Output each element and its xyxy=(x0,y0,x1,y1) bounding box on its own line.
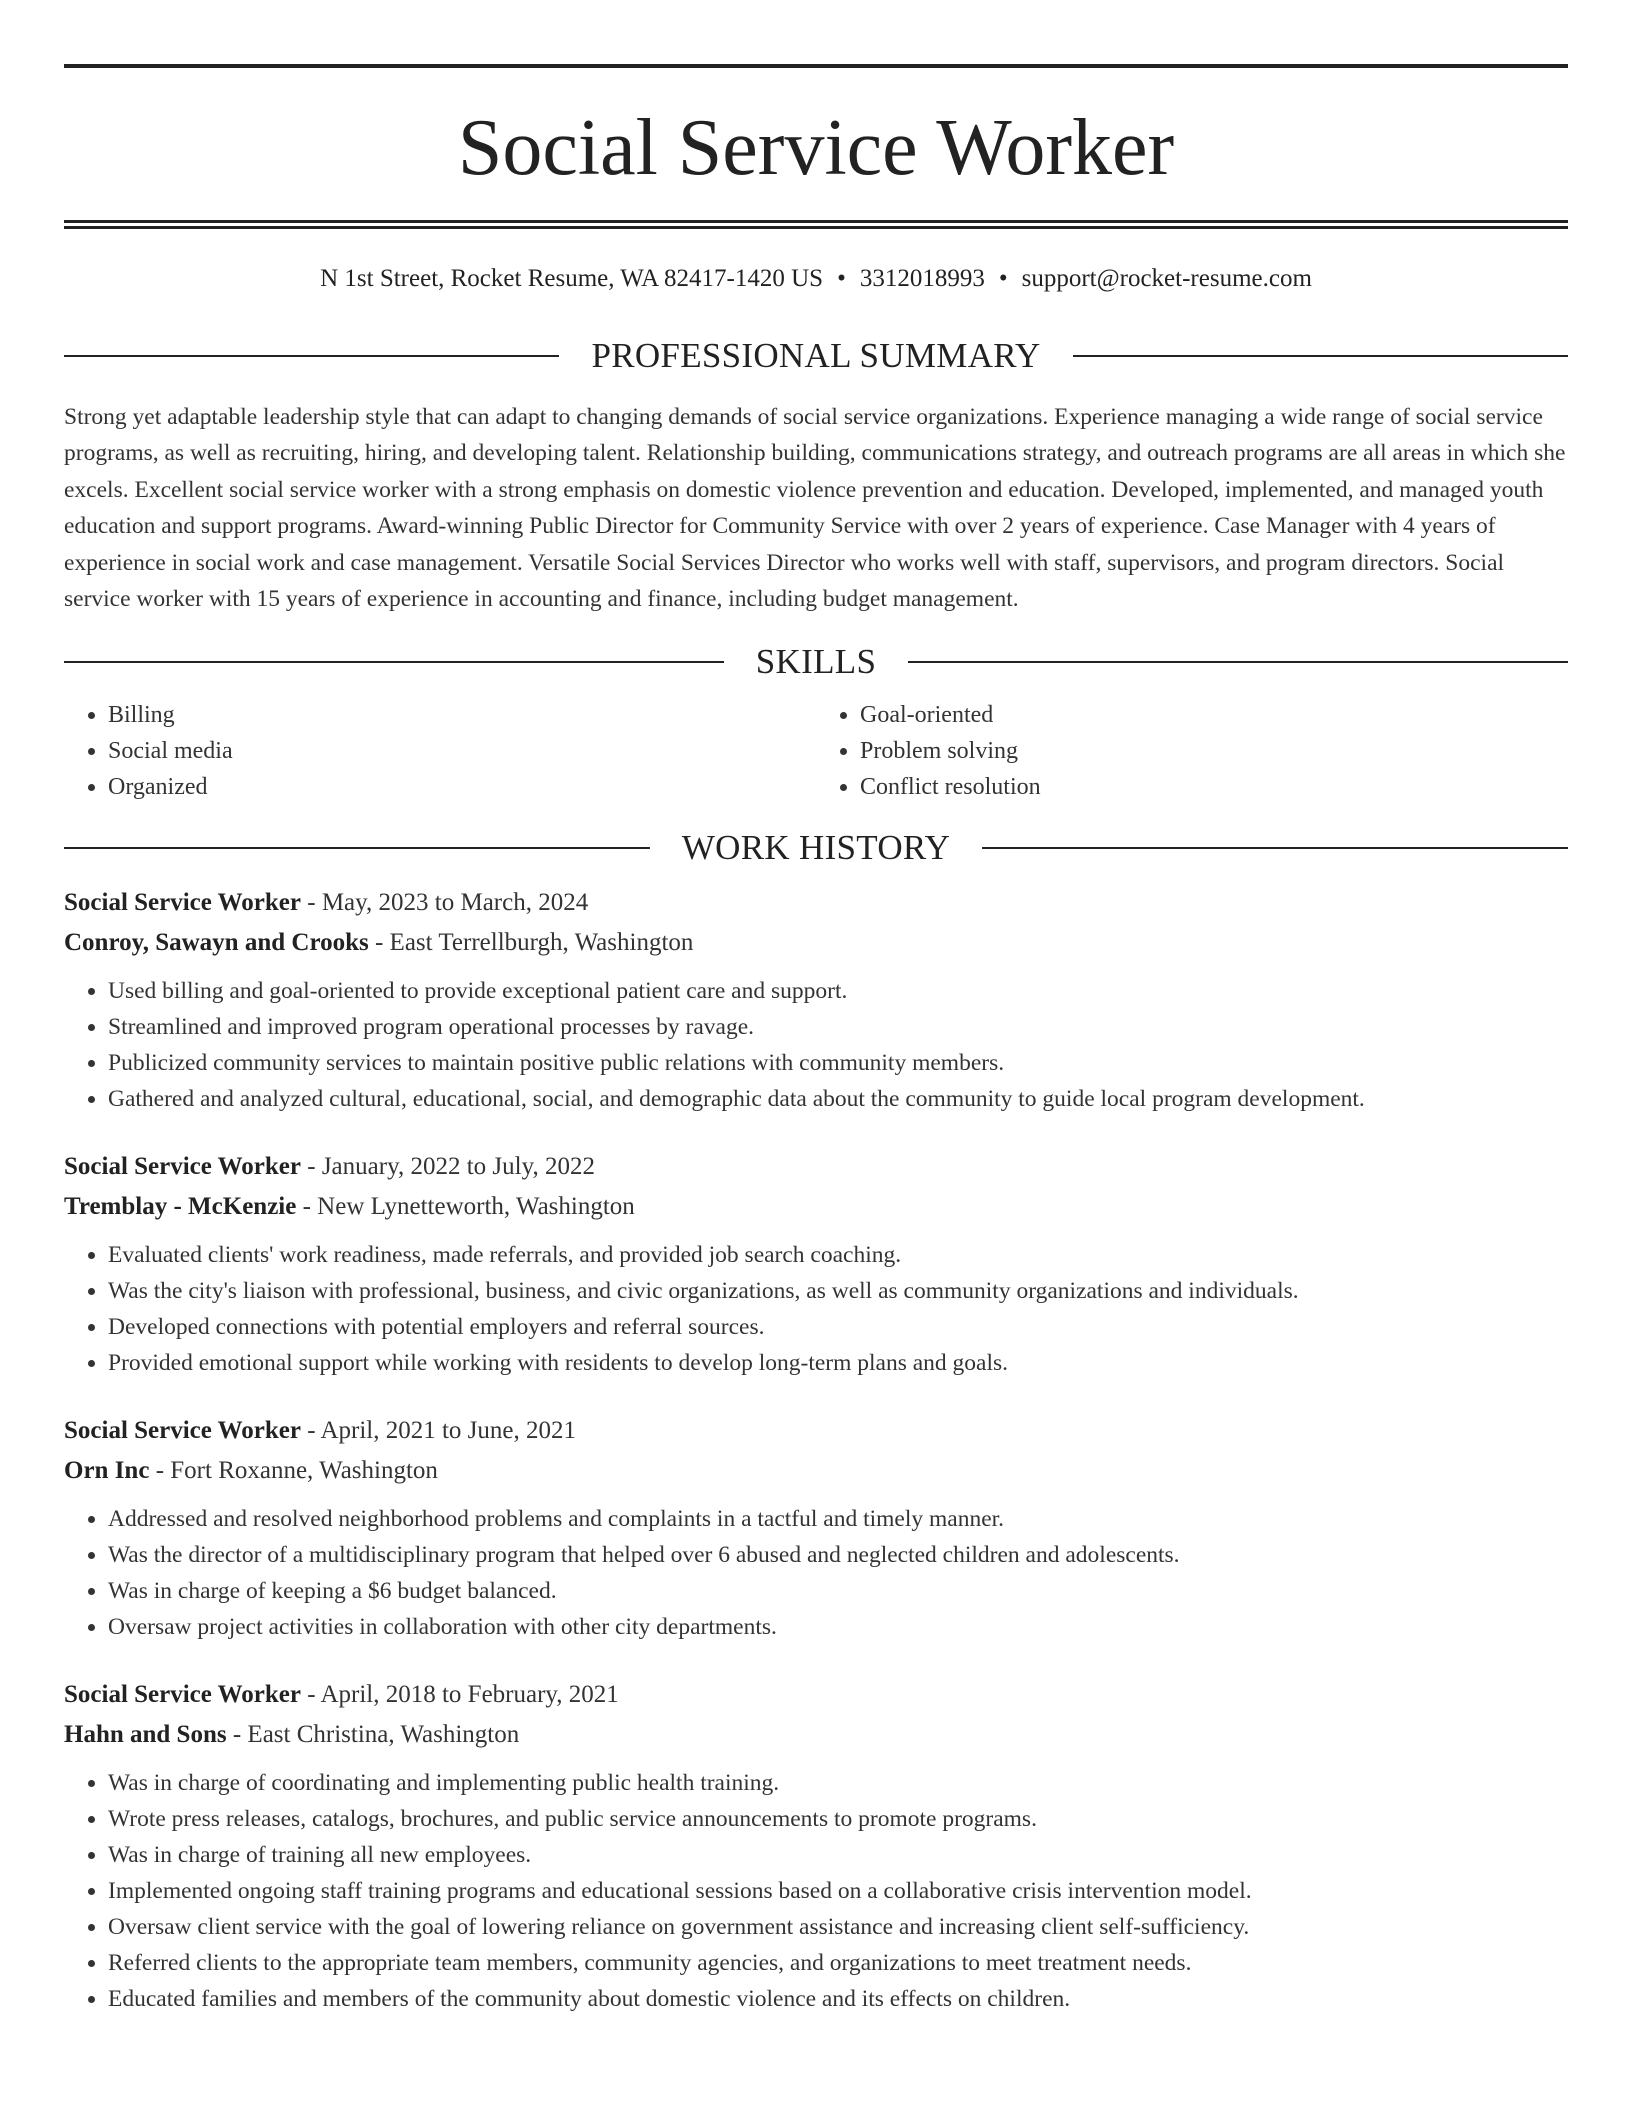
job-entry xyxy=(64,1147,1568,1381)
job-location: - East Christina, Washington xyxy=(226,1721,520,1749)
work-heading: WORK HISTORY xyxy=(681,828,951,868)
job-bullet: • Streamlined and improved program operational processes by ravage. xyxy=(108,1009,1568,1045)
skills-column-right xyxy=(816,697,1568,805)
job-company-line xyxy=(64,1451,1568,1491)
job-bullets xyxy=(64,1501,1568,1645)
job-bullet: • Developed connections with potential employers and referral sources. xyxy=(108,1309,1568,1345)
job-title-line xyxy=(64,883,1568,923)
header-double-rule xyxy=(64,220,1568,229)
job-company: Hahn and Sons xyxy=(64,1721,227,1749)
job-title: Social Service Worker xyxy=(64,1417,301,1445)
job-bullet: • Addressed and resolved neighborhood problems and complaints in a tactful and timely manner. xyxy=(108,1501,1568,1537)
contact-phone: 3312018993 xyxy=(859,265,985,292)
skill-item: • Problem solving xyxy=(860,733,1568,769)
skills-column-left xyxy=(64,697,816,805)
job-dates: - April, 2021 to June, 2021 xyxy=(301,1417,576,1445)
job-entry xyxy=(64,1675,1568,2017)
job-bullet: • Oversaw client service with the goal of lowering reliance on government assistance and increasing client self-sufficiency. xyxy=(108,1909,1568,1945)
job-location: - New Lynetteworth, Washington xyxy=(296,1193,635,1221)
contact-line xyxy=(64,263,1568,295)
heading-rule-left xyxy=(64,355,559,357)
skills-heading: SKILLS xyxy=(755,642,877,682)
job-bullet: • Was the city's liaison with professional, business, and civic organizations, as well as community organizations and individuals. xyxy=(108,1273,1568,1309)
skill-item: • Conflict resolution xyxy=(860,769,1568,805)
skill-item: • Social media xyxy=(108,733,816,769)
job-dates: - May, 2023 to March, 2024 xyxy=(301,889,589,917)
skill-item: • Goal-oriented xyxy=(860,697,1568,733)
contact-email: support@rocket-resume.com xyxy=(1021,265,1312,292)
heading-rule-right xyxy=(908,661,1568,663)
heading-rule-left xyxy=(64,847,650,849)
work-section-heading xyxy=(64,827,1568,869)
job-location: - East Terrellburgh, Washington xyxy=(368,929,694,957)
job-company-line xyxy=(64,1715,1568,1755)
resume-page xyxy=(64,64,1568,2017)
contact-separator: • xyxy=(837,265,846,292)
contact-address: N 1st Street, Rocket Resume, WA 82417-1420 US xyxy=(320,265,824,292)
job-title: Social Service Worker xyxy=(64,1153,301,1181)
job-bullet: • Publicized community services to maintain positive public relations with community members. xyxy=(108,1045,1568,1081)
job-company-line xyxy=(64,1187,1568,1227)
job-bullet: • Was in charge of coordinating and implementing public health training. xyxy=(108,1765,1568,1801)
job-bullet: • Was in charge of keeping a $6 budget balanced. xyxy=(108,1573,1568,1609)
job-company: Tremblay - McKenzie xyxy=(64,1193,297,1221)
job-bullets xyxy=(64,973,1568,1117)
job-title-line xyxy=(64,1411,1568,1451)
job-entry xyxy=(64,1411,1568,1645)
skills-list xyxy=(64,697,1568,805)
job-bullet: • Referred clients to the appropriate team members, community agencies, and organizations to meet treatment needs. xyxy=(108,1945,1568,1981)
job-entry xyxy=(64,883,1568,1117)
candidate-name: Social Service Worker xyxy=(457,104,1175,192)
job-bullet: • Provided emotional support while working with residents to develop long-term plans and goals. xyxy=(108,1345,1568,1381)
job-bullets xyxy=(64,1765,1568,2017)
heading-rule-right xyxy=(1073,355,1568,357)
job-title-line xyxy=(64,1147,1568,1187)
heading-rule-left xyxy=(64,661,724,663)
job-title-line xyxy=(64,1675,1568,1715)
job-company-line xyxy=(64,923,1568,963)
header-top-rule xyxy=(64,64,1568,68)
job-bullets xyxy=(64,1237,1568,1381)
skill-item: • Organized xyxy=(108,769,816,805)
job-company: Orn Inc xyxy=(64,1457,150,1485)
job-bullet: • Implemented ongoing staff training programs and educational sessions based on a collaborative crisis intervention model. xyxy=(108,1873,1568,1909)
work-history-list xyxy=(64,883,1568,2017)
job-bullet: • Oversaw project activities in collaboration with other city departments. xyxy=(108,1609,1568,1645)
job-bullet: • Was in charge of training all new employees. xyxy=(108,1837,1568,1873)
job-dates: - January, 2022 to July, 2022 xyxy=(301,1153,595,1181)
job-title: Social Service Worker xyxy=(64,1681,301,1709)
summary-heading: PROFESSIONAL SUMMARY xyxy=(591,336,1041,375)
contact-separator: • xyxy=(998,265,1008,292)
skills-section-heading xyxy=(64,641,1568,683)
job-title: Social Service Worker xyxy=(64,889,301,917)
job-bullet: • Gathered and analyzed cultural, educational, social, and demographic data about the community to guide local program development. xyxy=(108,1081,1568,1117)
job-company: Conroy, Sawayn and Crooks xyxy=(64,929,369,957)
job-bullet: • Educated families and members of the community about domestic violence and its effects on children. xyxy=(108,1981,1568,2017)
job-bullet: • Evaluated clients' work readiness, made referrals, and provided job search coaching. xyxy=(108,1237,1568,1273)
skill-item: • Billing xyxy=(108,697,816,733)
summary-text: Strong yet adaptable leadership style that can adapt to changing demands of social service organizations. Experience managing a wide range of social service programs, as well as recruiting, hiring, and developing talent. Relationship building, communications strategy, and outreach programs are all areas in which she excels. Excellent social service worker with a strong emphasis on domestic violence prevention and education. Developed, implemented, and managed youth education and support programs. Award-winning Public Director for Community Service with over 2 years of experience. Case Manager with 4 years of experience in social work and case management. Versatile Social Services Director who works well with staff, supervisors, and program directors. Social service worker with 15 years of experience in accounting and finance, including budget management. xyxy=(64,404,1566,613)
job-dates: - April, 2018 to February, 2021 xyxy=(301,1681,619,1709)
heading-rule-right xyxy=(982,847,1568,849)
summary-section-heading xyxy=(64,335,1568,377)
job-location: - Fort Roxanne, Washington xyxy=(149,1457,438,1485)
job-bullet: • Used billing and goal-oriented to provide exceptional patient care and support. xyxy=(108,973,1568,1009)
job-bullet: • Wrote press releases, catalogs, brochures, and public service announcements to promote programs. xyxy=(108,1801,1568,1837)
job-bullet: • Was the director of a multidisciplinary program that helped over 6 abused and neglected children and adolescents. xyxy=(108,1537,1568,1573)
